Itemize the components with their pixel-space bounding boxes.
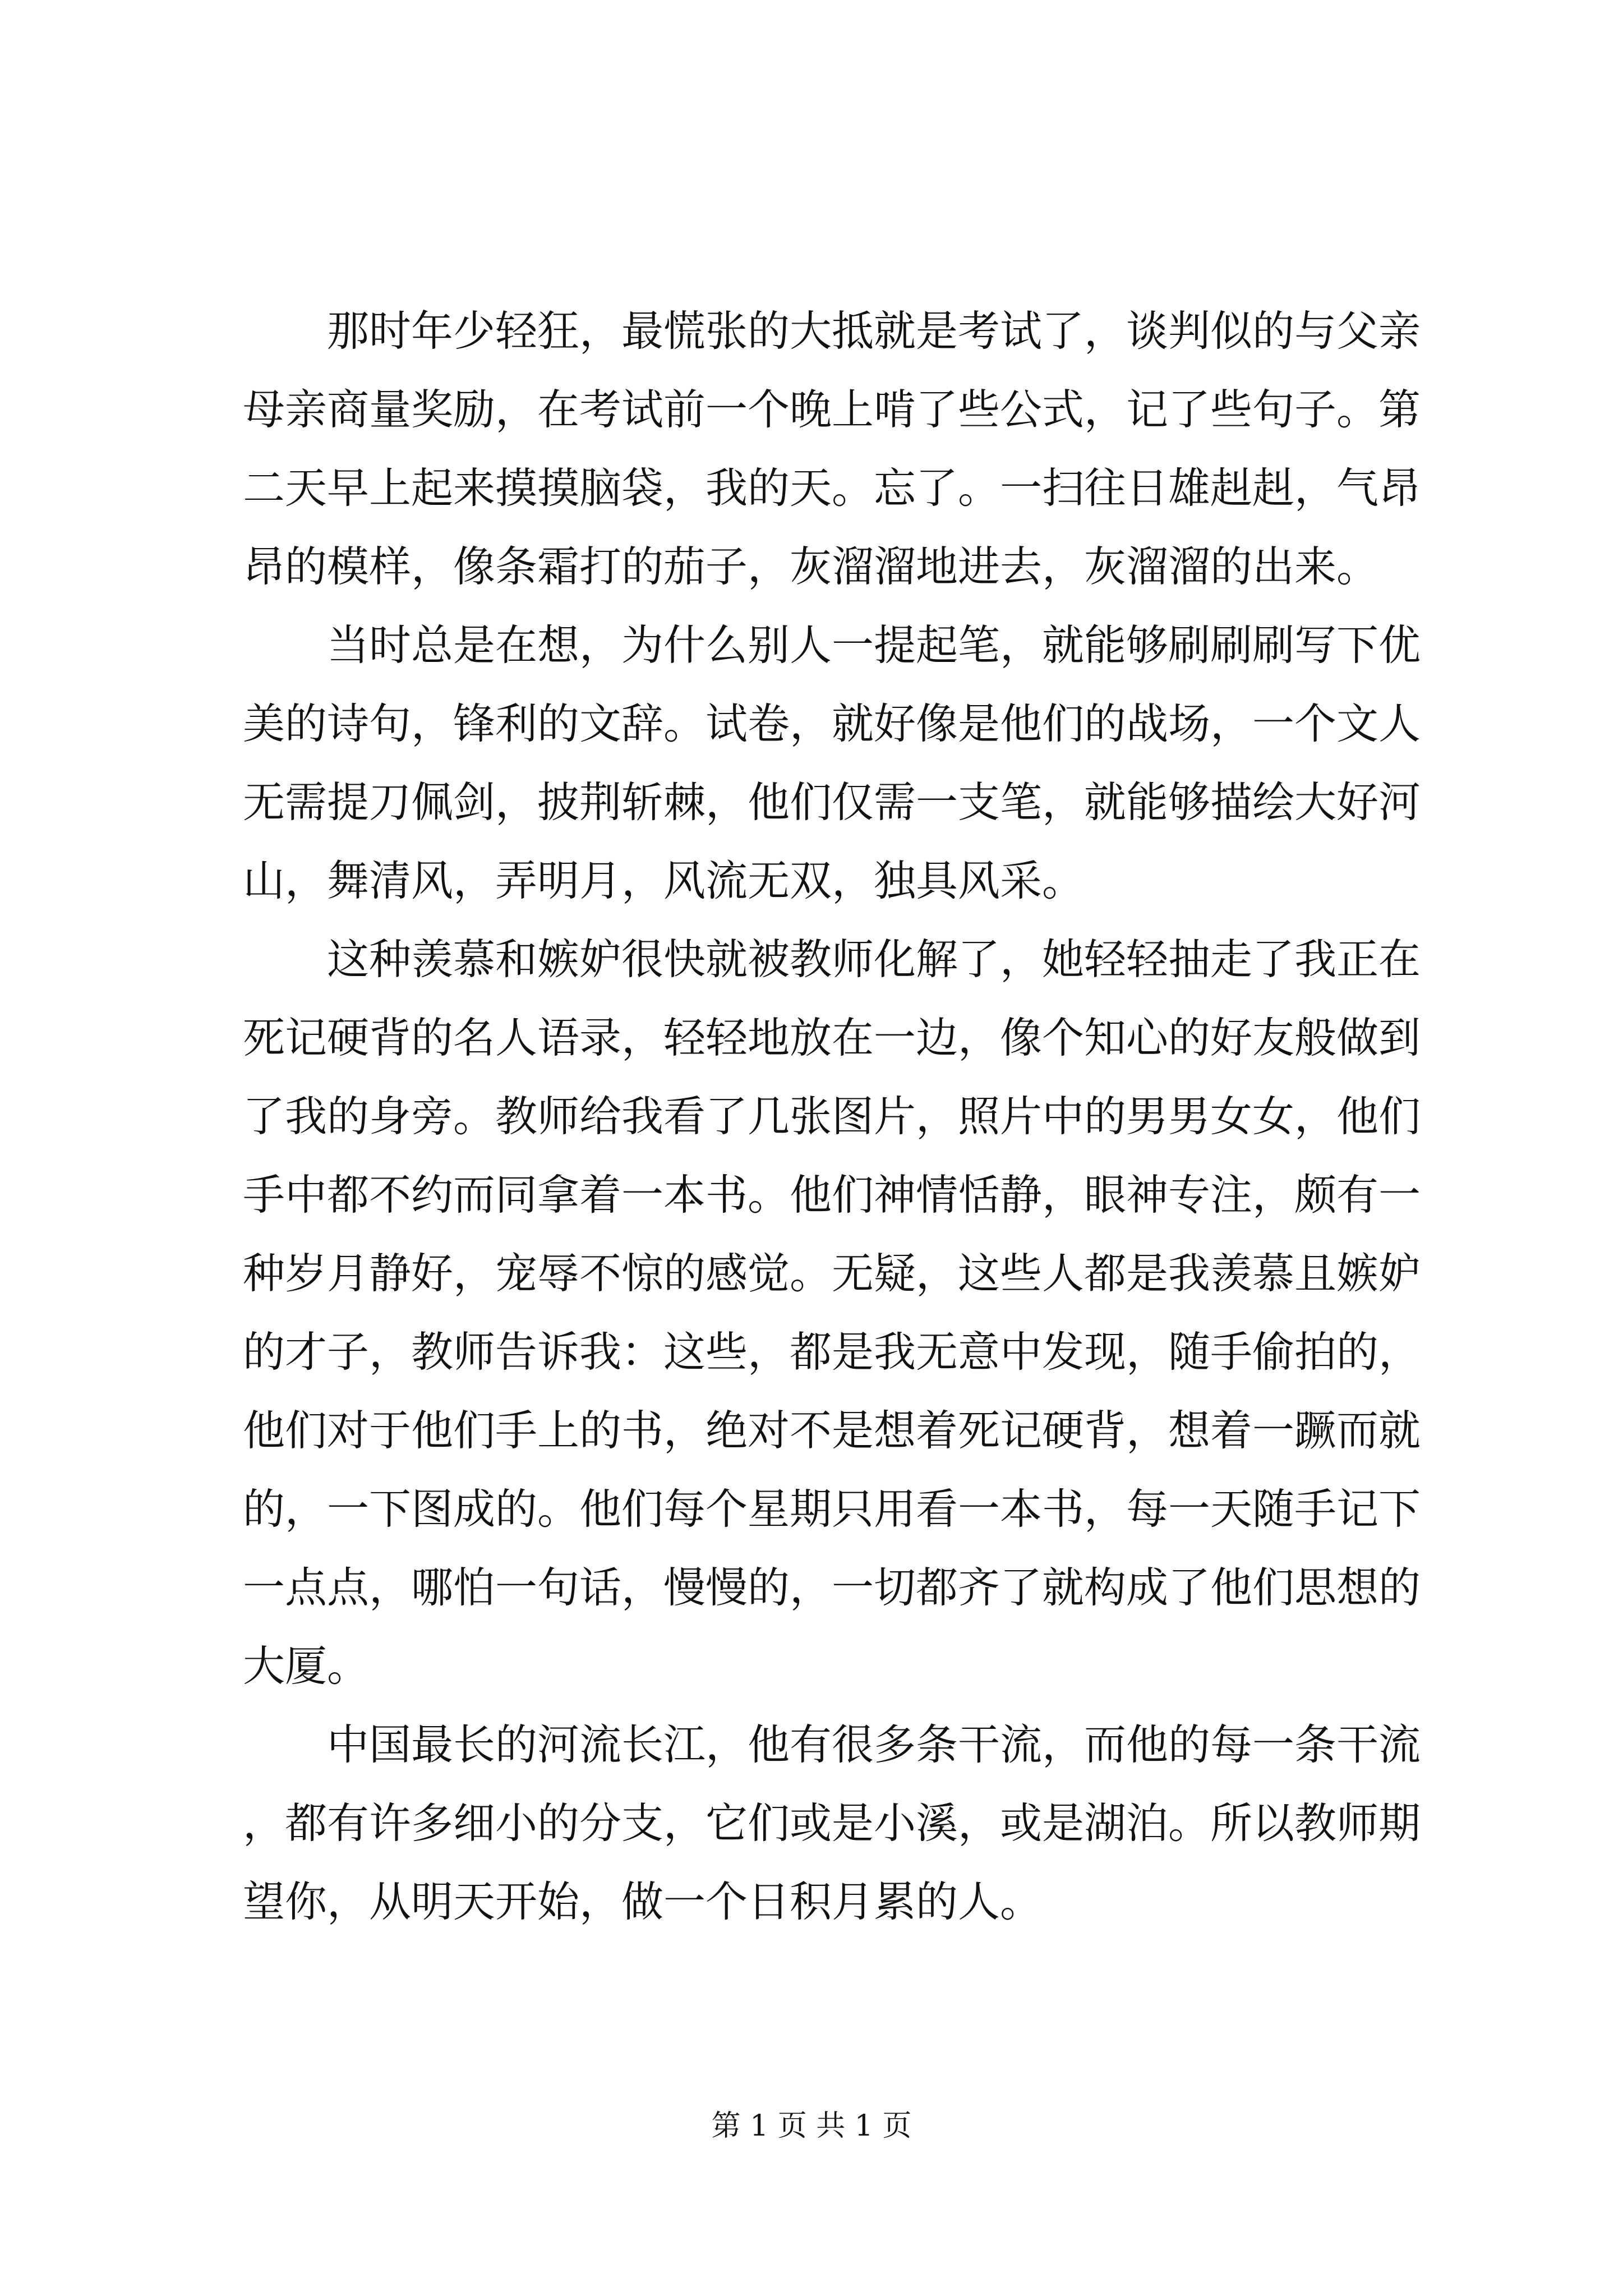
page-footer: 第 1 页 共 1 页 — [711, 2109, 912, 2143]
paragraph-4: 中国最长的河流长江，他有很多条干流，而他的每一条干流，都有许多细小的分支，它们或是小溪，或是湖泊。所以教师期望你，从明天开始，做一个日积月累的人。 — [243, 1720, 1421, 1926]
document-body — [243, 292, 1421, 1941]
paragraph-1: 那时年少轻狂，最慌张的大抵就是考试了，谈判似的与父亲母亲商量奖励，在考试前一个晚上啃了些公式，记了些句子。第二天早上起来摸摸脑袋，我的天。忘了。一扫往日雄赳赳，气昂昂的模样，像条霜打的茄子，灰溜溜地进去，灰溜溜的出来。 — [243, 306, 1421, 591]
paragraph-2: 当时总是在想，为什么别人一提起笔，就能够刷刷刷写下优美的诗句，锋利的文辞。试卷，就好像是他们的战场，一个文人无需提刀佩剑，披荆斩棘，他们仅需一支笔，就能够描绘大好河山，舞清风，弄明月，风流无双，独具风采。 — [243, 620, 1421, 905]
paragraph-3: 这种羡慕和嫉妒很快就被教师化解了，她轻轻抽走了我正在死记硬背的名人语录，轻轻地放在一边，像个知心的好友般做到了我的身旁。教师给我看了几张图片，照片中的男男女女，他们手中都不约而同拿着一本书。他们神情恬静，眼神专注，颇有一种岁月静好，宠辱不惊的感觉。无疑，这些人都是我羡慕且嫉妒的才子，教师告诉我：这些，都是我无意中发现，随手偷拍的，他们对于他们手上的书，绝对不是想着死记硬背，想着一蹶而就的，一下图成的。他们每个星期只用看一本书，每一天随手记下一点点，哪怕一句话，慢慢的，一切都齐了就构成了他们思想的大厦。 — [243, 935, 1421, 1691]
